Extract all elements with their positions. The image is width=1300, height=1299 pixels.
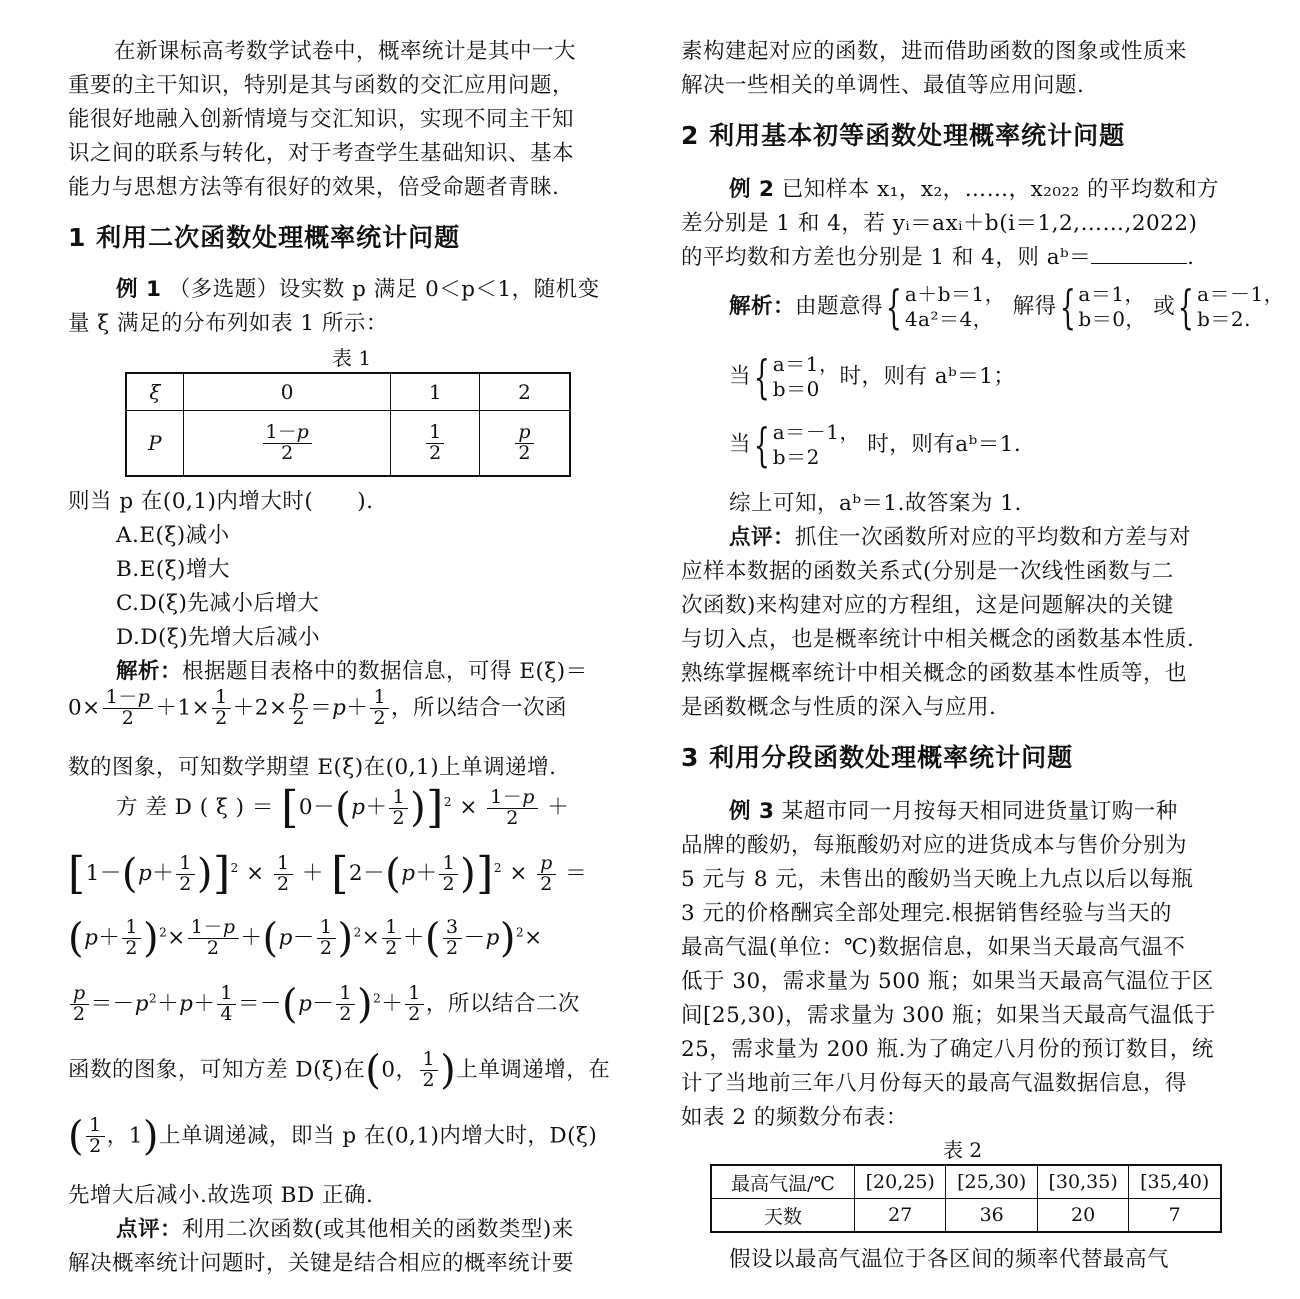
- option-b: B.E(ξ)增大: [116, 557, 230, 582]
- example3-line: 3 元的价格酬宾全部处理完.根据销售经验与当天的: [681, 901, 1172, 926]
- solution1-line7: ( $\frac{1}{2}$ ，1)上单调递减，即当 p 在(0,1)内增大时，D(ξ): [68, 1113, 598, 1160]
- review-text: 抓住一次函数所对应的平均数和方差与对: [795, 525, 1192, 550]
- case1-line: 当{ a＝1， b＝0 时，则有 aᵇ＝1；: [729, 350, 1016, 404]
- equation: a＝－1，: [1197, 282, 1285, 306]
- review2-line: 熟练掌握概率统计中相关概念的函数基本性质等，也: [681, 661, 1188, 686]
- example2-line2: 差分别是 1 和 4，若 yᵢ＝axᵢ＋b(i＝1,2,……,2022): [681, 211, 1198, 236]
- solution-text: 函数的图象，可知方差 D(ξ)在: [68, 1057, 366, 1083]
- expectation-formula: 0× $\frac{1-p}{2}$ ＋1× $\frac{1}{2}$ ＋2× $\frac{p}{2}$ ＝p＋ $\frac{1}{2}$ ，所以结合一次函: [68, 686, 568, 729]
- table-cell: [20,25): [855, 1165, 946, 1199]
- example3-line1: [729, 794, 1178, 825]
- review-label: 点评：: [116, 1217, 183, 1242]
- equation: 4a²＝4，: [904, 307, 994, 331]
- review2-line: 次函数)来构建对应的方程组，这是问题解决的关键: [681, 593, 1174, 618]
- table-cell: 2: [479, 373, 570, 411]
- equation: a＝1，: [772, 352, 840, 376]
- intro-line: 识之间的联系与转化，对于考查学生基础知识、基本: [68, 141, 575, 166]
- table-cell: $\frac{1}{2}$: [391, 411, 479, 477]
- table-cell: 1: [391, 373, 479, 411]
- section1-heading: 1 利用二次函数处理概率统计问题: [68, 223, 461, 252]
- review-label: 点评：: [729, 525, 796, 550]
- variance-formula-3: (p＋ $\frac{1}{2}$ )$^2$× $\frac{1-p}{2}$ ＋(p－ $\frac{1}{2}$ )$^2$× $\frac{1}{2}$ ＋( $\frac{3}{2}$ －p)$^2$×: [68, 915, 543, 962]
- review2-line: 是函数概念与性质的深入与应用.: [681, 695, 997, 720]
- variance-formula-2: [1－(p＋ $\frac{1}{2}$ )]$^2$ × $\frac{1}{2}$ ＋ [2－(p＋ $\frac{1}{2}$ )]$^2$ × $\frac{p}{2}$ ＝: [68, 848, 588, 899]
- review-text: 利用二次函数(或其他相关的函数类型)来: [182, 1217, 574, 1242]
- question-line: 则当 p 在(0,1)内增大时( ).: [68, 489, 374, 514]
- equation: b＝2: [772, 445, 820, 469]
- example2-text: 的平均数和方差也分别是 1 和 4，则 aᵇ＝: [681, 245, 1092, 270]
- table-cell: ξ: [126, 373, 183, 411]
- example3-label: 例 3: [729, 799, 775, 824]
- last-line: 假设以最高气温位于各区间的频率代替最高气: [729, 1247, 1170, 1272]
- table-cell: 27: [855, 1199, 946, 1233]
- table-row: [126, 411, 570, 477]
- variance-formula-4: $\frac{p}{2}$ $=-p^2+p+$ $\frac{1}{4}$ ＝－(p－ $\frac{1}{2}$ )$^2$＋ $\frac{1}{2}$ ，所以结合二次: [68, 984, 580, 1025]
- solution1-line6: 函数的图象，可知方差 D(ξ)在(0， $\frac{1}{2}$ )上单调递增，在: [68, 1047, 611, 1094]
- equation: b＝0: [772, 377, 820, 401]
- table-cell: $\frac{1-p}{2}$: [183, 411, 391, 477]
- example3-line: 最高气温(单位：℃)数据信息，如果当天最高气温不: [681, 935, 1186, 960]
- table-cell: 0: [183, 373, 391, 411]
- example3-line: 低于 30，需求量为 500 瓶；如果当天最高气温位于区: [681, 969, 1214, 994]
- example3-line: 如表 2 的频数分布表：: [681, 1105, 908, 1130]
- example3-line: 25，需求量为 200 瓶.为了确定八月份的预订数目，统: [681, 1037, 1214, 1062]
- solution1-line1: [116, 654, 588, 685]
- example3-line: 品牌的酸奶，每瓶酸奶对应的进货成本与售价分别为: [681, 833, 1188, 858]
- example3-text: 某超市同一月按每天相同进货量订购一种: [781, 799, 1178, 824]
- table-cell: 最高气温/℃: [711, 1165, 855, 1199]
- case2-line: 当{ a＝－1， b＝2 时，则有aᵇ＝1.: [729, 418, 1022, 472]
- table-cell: 20: [1037, 1199, 1128, 1233]
- intro-line: 在新课标高考数学试卷中，概率统计是其中一大: [114, 39, 577, 64]
- review2-line1: [729, 520, 1191, 551]
- solution2-line1: 解析：由题意得{ a＋b＝1， 4a²＝4， 解得{ a＝1， b＝0， 或{ a＝－1， b＝2.: [729, 280, 1285, 334]
- table-cell: [35,40): [1129, 1165, 1221, 1199]
- table-cell: 36: [946, 1199, 1037, 1233]
- option-d: D.D(ξ)先增大后减小: [116, 625, 321, 650]
- answer-blank: [1091, 245, 1187, 264]
- table1: [125, 372, 571, 477]
- example2-label: 例 2: [729, 177, 775, 202]
- solution-text: 时，则有 aᵇ＝1；: [839, 364, 1016, 389]
- review2-line: 与切入点，也是概率统计中相关概念的函数基本性质.: [681, 627, 1195, 652]
- solution-text: 当: [729, 432, 752, 457]
- table-cell: 天数: [711, 1199, 855, 1233]
- equation: a＝－1，: [772, 420, 860, 444]
- review1-line2: 解决概率统计问题时，关键是结合相应的概率统计要: [68, 1251, 575, 1276]
- review2-line: 应样本数据的函数关系式(分别是一次线性函数与二: [681, 559, 1174, 584]
- equation: a＝1，: [1078, 282, 1146, 306]
- review1-line1: [116, 1212, 574, 1243]
- solution-label: 解析：: [116, 659, 183, 684]
- intro-line: 能很好地融入创新情境与交汇知识，实现不同主干知: [68, 107, 575, 132]
- solution-text: ，所以结合一次函: [391, 695, 568, 721]
- example2-line3: 的平均数和方差也分别是 1 和 4，则 aᵇ＝ .: [681, 245, 1195, 270]
- variance-label: 方 差 D ( ξ ) ＝: [116, 795, 274, 820]
- example1-label: 例 1: [116, 277, 162, 302]
- intro-line: 能力与思想方法等有很好的效果，倍受命题者青睐.: [68, 175, 560, 200]
- option-a: A.E(ξ)减小: [116, 523, 230, 548]
- table-row: [711, 1199, 1221, 1233]
- solution1-line3: 数的图象，可知数学期望 E(ξ)在(0,1)上单调递增.: [68, 755, 557, 780]
- continued-line: 解决一些相关的单调性、最值等应用问题.: [681, 73, 1085, 98]
- solution-text: 上单调递增，在: [456, 1057, 611, 1083]
- solution-text: ，所以结合二次: [425, 991, 580, 1017]
- equation: a＋b＝1，: [904, 282, 1006, 306]
- equation: b＝0，: [1078, 307, 1146, 331]
- example3-line: 计了当地前三年八月份每天的最高气温数据信息，得: [681, 1071, 1188, 1096]
- variance-formula-1: 方 差 D ( ξ ) ＝ [0－(p＋ $\frac{1}{2}$ )]$^2$ × $\frac{1-p}{2}$ ＋: [116, 782, 570, 833]
- solution-text: 当: [729, 364, 752, 389]
- example1-line2: 量 ξ 满足的分布列如表 1 所示：: [68, 311, 388, 336]
- solution-text: 上单调递减，即当 p 在(0,1)内增大时，D(ξ): [159, 1123, 598, 1149]
- example2-line1: [729, 172, 1219, 203]
- example2-text: 已知样本 x₁，x₂，……，x₂₀₂₂ 的平均数和方: [781, 177, 1220, 202]
- solution-text: 由题意得: [795, 294, 884, 319]
- option-c: C.D(ξ)先减小后增大: [116, 591, 320, 616]
- table-cell: 7: [1129, 1199, 1221, 1233]
- solution-text: 根据题目表格中的数据信息，可得 E(ξ)＝: [182, 659, 588, 684]
- table-row: [126, 373, 570, 411]
- section2-heading: 2 利用基本初等函数处理概率统计问题: [681, 121, 1126, 150]
- solution1-line8: 先增大后减小.故选项 BD 正确.: [68, 1183, 374, 1208]
- solution-text: 或: [1153, 294, 1176, 319]
- solution-label: 解析：: [729, 294, 796, 319]
- table1-caption: 表 1: [332, 346, 372, 370]
- intro-line: 重要的主干知识，特别是其与函数的交汇应用问题，: [68, 73, 575, 98]
- example3-line: 5 元与 8 元，未售出的酸奶当天晚上九点以后以每瓶: [681, 867, 1194, 892]
- conclusion-line: 综上可知，aᵇ＝1.故答案为 1.: [729, 491, 1022, 516]
- table2-caption: 表 2: [943, 1138, 983, 1162]
- equation: b＝2.: [1197, 307, 1251, 331]
- example1-line1: [116, 272, 600, 303]
- table-row: [711, 1165, 1221, 1199]
- table2: [710, 1164, 1222, 1233]
- table-cell: $\frac{p}{2}$: [479, 411, 570, 477]
- solution-text: 解得: [1012, 294, 1057, 319]
- continued-line: 素构建起对应的函数，进而借助函数的图象或性质来: [681, 39, 1188, 64]
- solution-text: 时，则有aᵇ＝1.: [867, 432, 1022, 457]
- table-cell: P: [126, 411, 183, 477]
- example3-line: 间[25,30)，需求量为 300 瓶；如果当天最高气温低于: [681, 1003, 1217, 1028]
- example1-text: （多选题）设实数 p 满足 0＜p＜1，随机变: [168, 277, 600, 302]
- table-cell: [25,30): [946, 1165, 1037, 1199]
- table-cell: [30,35): [1037, 1165, 1128, 1199]
- section3-heading: 3 利用分段函数处理概率统计问题: [681, 743, 1074, 772]
